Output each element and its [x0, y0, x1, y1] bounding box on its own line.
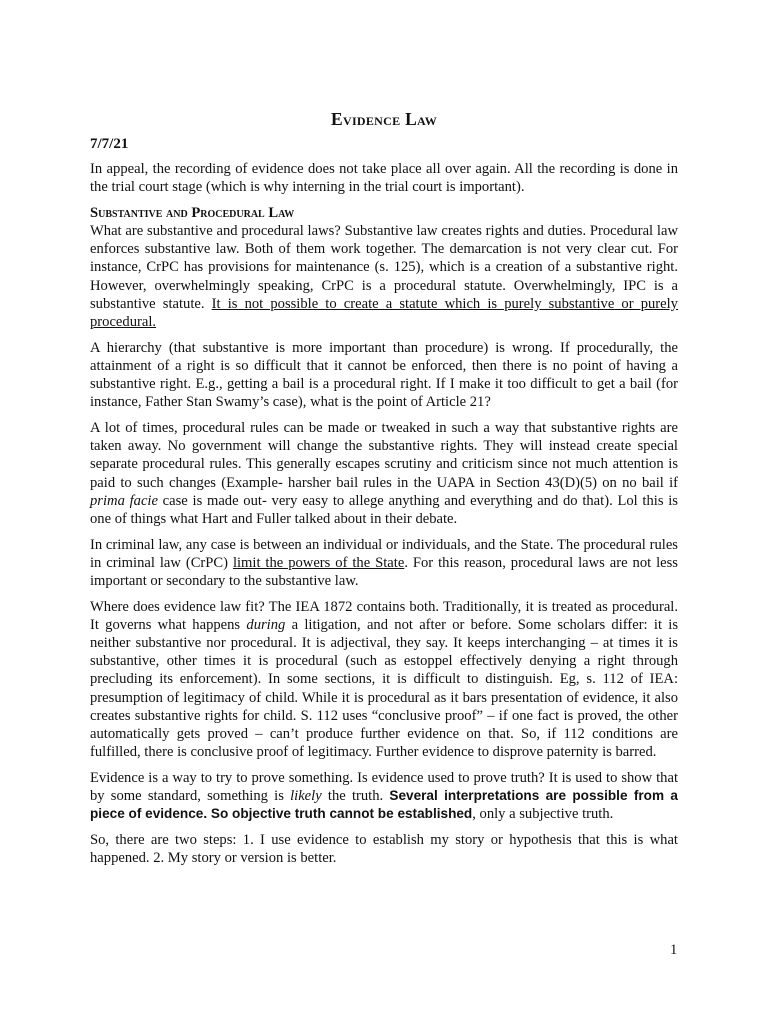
paragraph-text: Evidence is a way to try to prove something. Is evidence used to prove truth? It is used to show that by some standard, something is [90, 769, 678, 804]
bold-text: Several interpretations are possible from a piece of evidence. So objective truth cannot be established [90, 788, 678, 822]
paragraph-criminal-law [90, 536, 678, 590]
document-date: 7/7/21 [90, 136, 129, 152]
paragraph-text: . For this reason, procedural laws are not less important or secondary to the substantive law. [90, 554, 678, 589]
paragraph-evidence-law-fit [90, 598, 678, 761]
paragraph-evidence-truth [90, 769, 678, 823]
italic-text: prima facie [90, 492, 158, 509]
paragraph-text: What are substantive and procedural laws? Substantive law creates rights and duties. Procedural law enforces substantive law. Both of them work together. The demarcation is not very clear cut. For instance, CrPC has provisions for maintenance (s. 125), which is a creation of a substantive right. However, overwhelmingly speaking, CrPC is a procedural statute. Overwhelmingly, IPC is a substantive statute. [90, 223, 678, 312]
document-page [90, 108, 678, 875]
page-number: 1 [670, 942, 678, 958]
paragraph-text: case is made out- very easy to allege anything and everything and do that). Lol this is one of things what Hart and Fuller talked about in their debate. [90, 492, 678, 527]
italic-text: during [246, 617, 286, 634]
paragraph-text: Where does evidence law fit? The IEA 1872 contains both. Traditionally, it is treated as procedural. It governs what happens [90, 599, 678, 634]
paragraph-hierarchy: A hierarchy (that substantive is more important than procedure) is wrong. If procedurally, the attainment of a right is so difficult that it cannot be enforced, then there is no point of having a substantive right. E.g., getting a bail is a procedural right. If I make it too difficult to get a bail (for instance, Father Stan Swamy’s case), what is the point of Article 21? [90, 339, 678, 411]
paragraph-text: a litigation, and not after or before. Some scholars differ: it is neither substantive nor procedural. It is adjectival, they say. It keeps interchanging – at times it is substantive, other times it is procedural (such as estoppel effectively denying a right through precluding its enforcement). In some sections, it is difficult to distinguish. Eg, s. 112 of IEA: presumption of legitimacy of child. While it is procedural as it bars presentation of evidence, it also creates substantive rights for child. S. 112 uses “conclusive proof” – if one fact is proved, the other automatically gets proved – can’t produce further evidence on that. So, if 112 conditions are fulfilled, there is conclusive proof of legitimacy. Further evidence to disprove paternity is barred. [90, 617, 678, 760]
document-title: Evidence Law [331, 109, 437, 129]
paragraph-substantive-procedural [90, 222, 678, 331]
paragraph-text: A lot of times, procedural rules can be made or tweaked in such a way that substantive rights are taken away. No government will change the substantive rights. They will instead create special separate procedural rules. This generally escapes scrutiny and criticism since not much attention is paid to such changes (Example- harsher bail rules in the UAPA in Section 43(D)(5) on no bail if [90, 420, 678, 491]
underlined-text: limit the powers of the State [232, 554, 405, 571]
paragraph-text: , only a subjective truth. [472, 806, 614, 823]
italic-text: likely [290, 788, 322, 804]
paragraph-procedural-rules [90, 419, 678, 528]
paragraph-text: the truth. [321, 788, 390, 804]
paragraph-appeal-recording: In appeal, the recording of evidence does not take place all over again. All the recording is done in the trial court stage (which is why interning in the trial court is important). [90, 161, 678, 196]
section-heading: Substantive and Procedural Law [90, 205, 295, 222]
underlined-text: It is not possible to create a statute which is purely substantive or purely procedural. [90, 295, 678, 330]
paragraph-text: In criminal law, any case is between an individual or individuals, and the State. The procedural rules in criminal law (CrPC) [90, 536, 678, 571]
paragraph-two-steps: So, there are two steps: 1. I use evidence to establish my story or hypothesis that this is what happened. 2. My story or version is better. [90, 832, 678, 867]
